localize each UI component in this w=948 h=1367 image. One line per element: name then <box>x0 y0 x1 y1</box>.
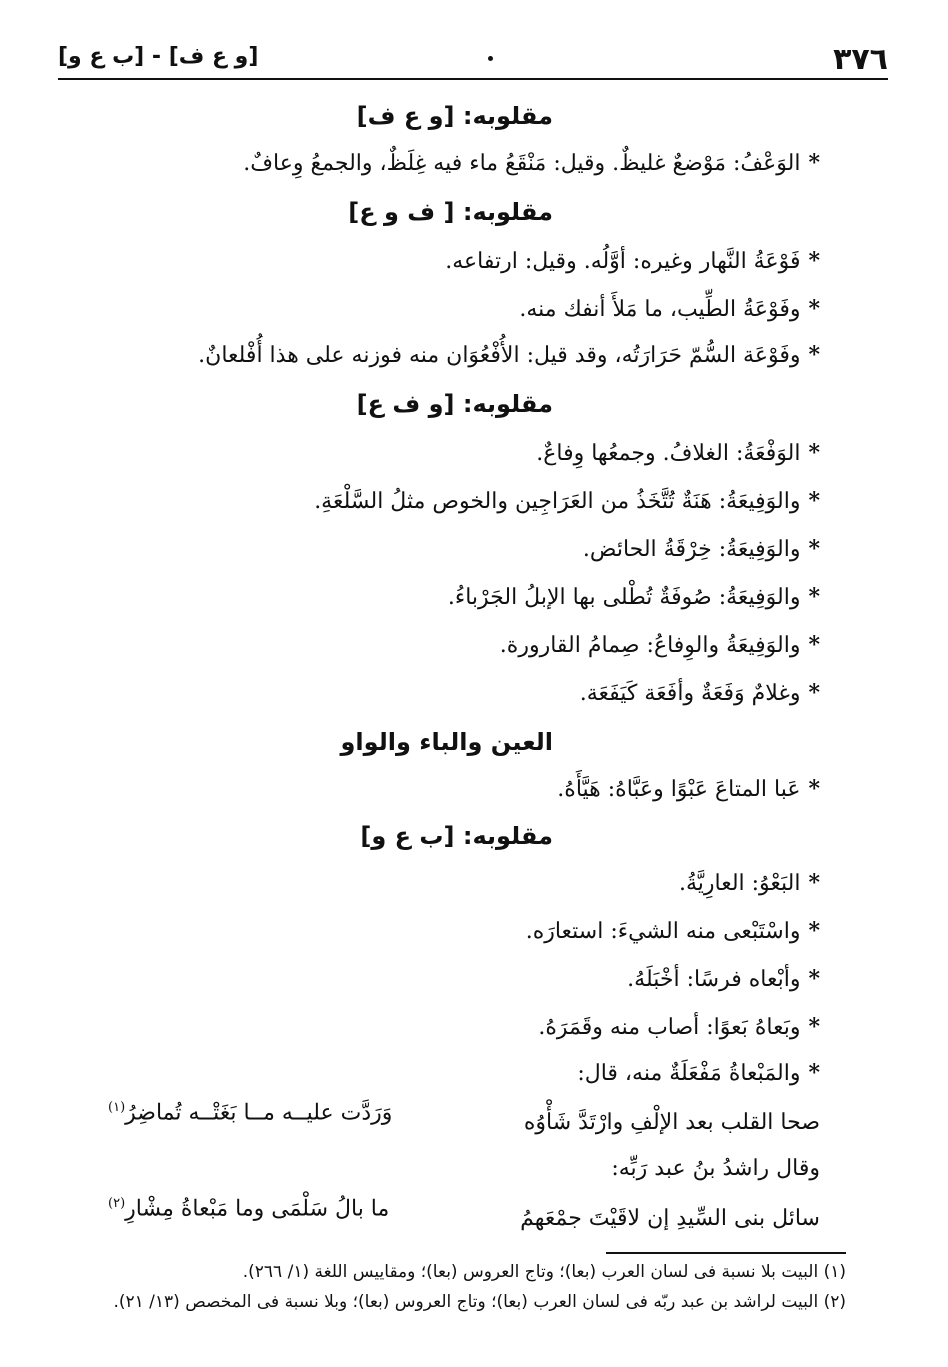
entry-text: وفَوْعَةُ الطِّيب، ما مَلأَ أنفك منه. <box>519 297 801 322</box>
verse-hemistich-second <box>108 1196 389 1221</box>
entry-text: والمَبْعاةُ مَفْعَلَةٌ منه، قال: <box>577 1061 801 1086</box>
bullet-icon: * <box>808 296 820 322</box>
entry-text: والوَفِيعَةُ والوِفاعُ: صِمامُ القارورة. <box>499 633 801 658</box>
page-number: ٣٧٦ <box>833 42 888 77</box>
entry-text: الوَعْفُ: مَوْضعٌ غليظٌ. وقيل: مَنْقَعُ ماء فيه غِلَظٌ، والجمعُ وِعافٌ. <box>243 151 801 176</box>
verse-hemistich-first: صحا القلب بعد الإلْفِ وارْتَدَّ شَأْوُه <box>523 1110 820 1135</box>
entry-text: والوَفِيعَةُ: خِرْقَةُ الحائض. <box>582 537 801 562</box>
bullet-icon: * <box>808 776 820 802</box>
bullet-icon: * <box>808 536 820 562</box>
bullet-icon: * <box>808 966 820 992</box>
entry-text: واسْتَبْعى منه الشيءَ: استعارَه. <box>525 919 801 944</box>
entry-text: والوَفِيعَةُ: صُوفَةٌ تُطْلى بها الإبلُ الجَرْباءُ. <box>447 585 801 610</box>
decorative-dot <box>488 56 493 61</box>
entry-text: والوَفِيعَةُ: هَنَةٌ تُتَّخَذُ من العَرَاجِين والخوص مثلُ السَّلْعَةِ. <box>314 489 801 514</box>
entry-text: الوَفْعَةُ: الغلافُ. وجمعُها وِفاعٌ. <box>536 441 801 466</box>
entry-line <box>583 536 820 562</box>
bullet-icon: * <box>808 632 820 658</box>
entry-line: وقال راشدُ بنُ عبد رَبِّه: <box>611 1156 820 1181</box>
entry-text: وفَوْعَة السُّمّ حَرَارَتُه، وقد قيل: الأُفْعُوَان منه فوزنه على هذا أُفْلعانٌ. <box>198 343 801 368</box>
entry-line <box>314 488 820 514</box>
entry-line <box>519 296 820 322</box>
entry-line <box>536 440 820 466</box>
entry-line <box>627 966 820 992</box>
verse-hemistich-text: ما بالُ سَلْمَى وما مَبْعاةُ مِشْارِ <box>125 1196 390 1222</box>
footnote-marker: (٢) <box>108 1196 126 1211</box>
bullet-icon: * <box>808 248 820 274</box>
footnote-divider <box>606 1252 846 1254</box>
entry-text: البَعْوُ: العارِيَّةُ. <box>678 871 801 896</box>
bullet-icon: * <box>808 1014 820 1040</box>
entry-line <box>557 776 820 802</box>
entry-text: وبَعاهُ بَعوًا: أصاب منه وقَمَرَهُ. <box>538 1015 801 1040</box>
section-heading: مقلوبه: [و ع ف] <box>356 102 553 130</box>
entry-text: فَوْعَةُ النَّهار وغيره: أوَّلُه. وقيل: ارتفاعه. <box>445 249 801 274</box>
verse-hemistich-second <box>108 1100 392 1125</box>
entry-line <box>679 870 820 896</box>
footnote: (١) البيت بلا نسبة فى لسان العرب (بعا)؛ وتاج العروس (بعا)؛ ومقاييس اللغة (١/ ٢٦٦). <box>242 1262 846 1282</box>
bullet-icon: * <box>808 150 820 176</box>
entry-line <box>243 150 820 176</box>
bullet-icon: * <box>808 342 820 368</box>
section-heading: العين والباء والواو <box>340 728 553 756</box>
bullet-icon: * <box>808 440 820 466</box>
section-heading: مقلوبه: [ ف و ع] <box>348 198 553 226</box>
entry-line <box>198 342 820 368</box>
entry-text: عَبا المتاعَ عَبْوًا وعَبَّاهُ: هَيَّأَهُ. <box>557 777 801 802</box>
running-head-label: [و ع ف] - [ب ع و] <box>58 44 259 69</box>
bullet-icon: * <box>808 1060 820 1086</box>
entry-text: وأبْعاه فرسًا: أخْبَلَهُ. <box>627 967 801 992</box>
entry-line <box>538 1014 820 1040</box>
entry-text: وغلامٌ وَفَعَةٌ وأفَعَة كَيَفَعَة. <box>579 681 801 706</box>
verse-hemistich-text: وَرَدَّت عليــه مــا بَغَتْــه تُماضِرُ <box>125 1100 393 1126</box>
bullet-icon: * <box>808 584 820 610</box>
bullet-icon: * <box>808 870 820 896</box>
entry-line <box>526 918 820 944</box>
bullet-icon: * <box>808 488 820 514</box>
footnote: (٢) البيت لراشد بن عبد ربّه فى لسان العرب (بعا)؛ وتاج العروس (بعا)؛ وبلا نسبة فى المخصص (١٣/ ٢١). <box>113 1292 846 1312</box>
entry-line <box>448 584 820 610</box>
entry-line <box>500 632 820 658</box>
entry-line <box>577 1060 820 1086</box>
running-head <box>58 38 888 80</box>
section-heading: مقلوبه: [و ف ع] <box>356 390 553 418</box>
footnote-marker: (١) <box>108 1100 126 1115</box>
entry-line <box>580 680 820 706</box>
bullet-icon: * <box>808 918 820 944</box>
bullet-icon: * <box>808 680 820 706</box>
section-heading: مقلوبه: [ب ع و] <box>360 822 553 850</box>
verse-hemistich-first: سائل بنى السِّيدِ إن لاقَيْتَ جمْعَهمُ <box>520 1206 820 1231</box>
entry-line <box>445 248 820 274</box>
